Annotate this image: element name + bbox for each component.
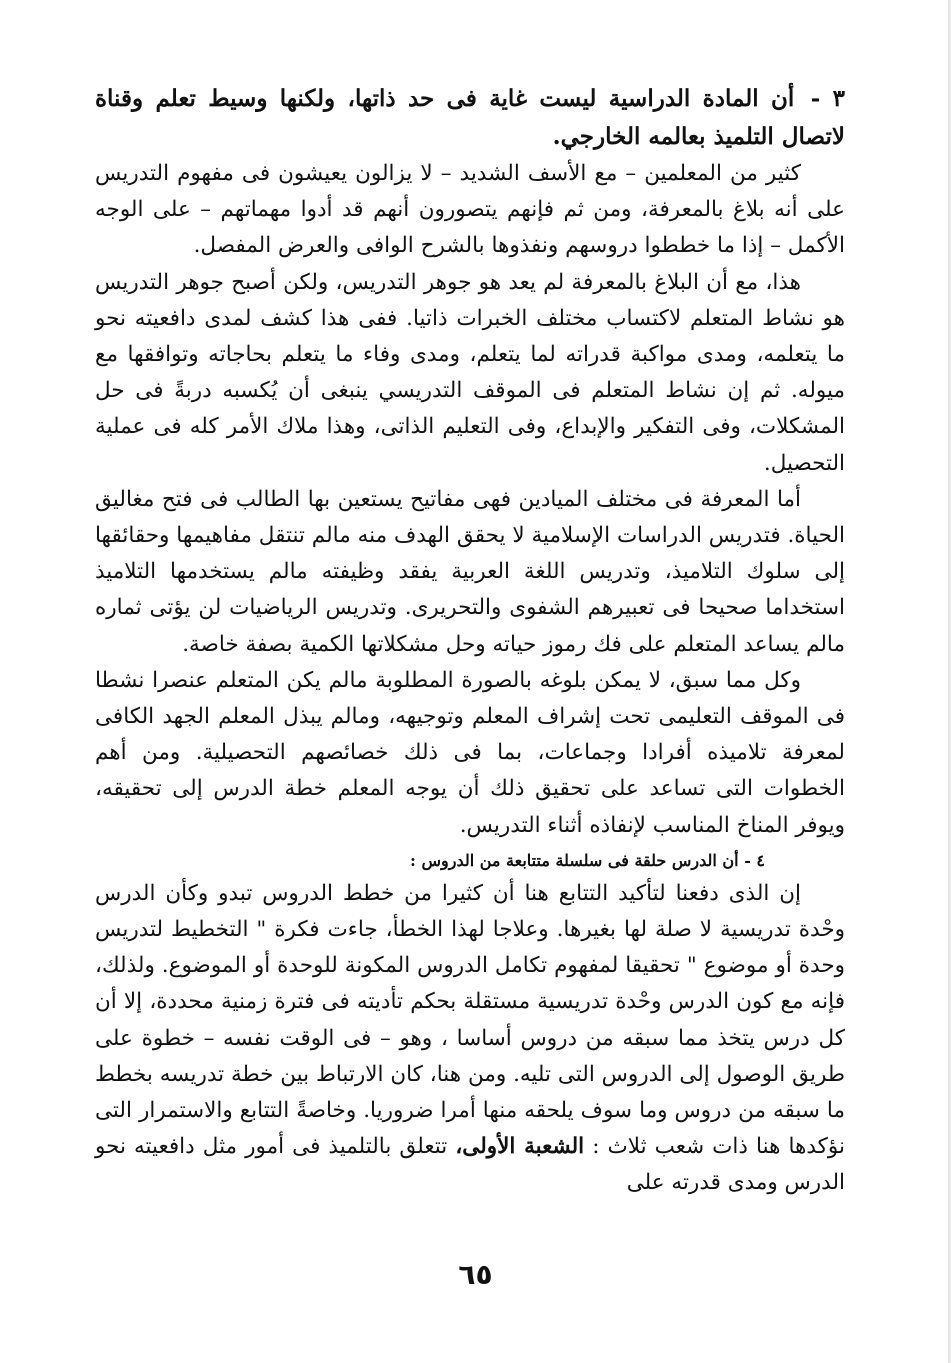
- section-3-paragraph-3: أما المعرفة فى مختلف الميادين فهى مفاتيح يستعين بها الطالب فى فتح مغاليق الحياة. فتدريس الدراسات الإسلامية لا يحقق الهدف منه مالم تنتقل مفاهيمها وحقائقها إلى سلوك التلاميذ، وتدريس اللغة العربية يفقد وظيفته مالم يستخدمها التلاميذ استخداما صحيحا فى تعبيرهم الشفوى والتحريرى. وتدريس الرياضيات لن يؤتى ثماره مالم يساعد المتعلم على فك رموز حياته وحل مشكلاتها الكمية بصفة خاصة.: [95, 486, 845, 657]
- section-4-paragraph-1-tail: تتعلق بالتلميذ فى أمور مثل دافعيته نحو الدرس ومدى قدرته على: [95, 1134, 845, 1196]
- section-3-paragraph-1: كثير من المعلمين – مع الأسف الشديد – لا يزالون يعيشون فى مفهوم التدريس على أنه بلاغ بالمعرفة، ومن ثم فإنهم يتصورون أنهم قد أدوا مهماتهم – على الوجه الأكمل – إذا ما خططوا دروسهم ونفذوها بالشرح الوافى والعرض المفصل.: [95, 161, 845, 259]
- section-3-paragraph-4: وكل مما سبق، لا يمكن بلوغه بالصورة المطلوبة مالم يكن المتعلم عنصرا نشطا فى الموقف التعليمى تحت إشراف المعلم وتوجيهه، ومالم يبذل المعلم الجهد الكافى لمعرفة تلاميذه أفرادا وجماعات، بما فى ذلك خصائصهم التحصيلية. ومن أهم الخطوات التى تساعد على تحقيق ذلك أن يوجه المعلم خطة الدرس إلى تحقيقه، ويوفر المناخ المناسب لإنفاذه أثناء التدريس.: [95, 667, 845, 838]
- section-4-heading: ٤ - أن الدرس حلقة فى سلسلة متتابعة من الدروس :: [409, 850, 765, 870]
- page-number: ٦٥: [458, 1258, 493, 1291]
- section-4-paragraph-1-text: إن الذى دفعنا لتأكيد التتابع هنا أن كثيرا من خطط الدروس تبدو وكأن الدرس وحْدة تدريسية لا صلة لها بغيرها. وعلاجا لهذا الخطأ، جاءت فكرة " التخطيط لتدريس وحدة أو موضوع " تحقيقا لمفهوم تكامل الدروس المكونة للوحدة أو الموضوع. ولذلك، فإنه مع كون الدرس وحْدة تدريسية مستقلة بحكم تأديته فى فترة زمنية محددة، إلا أن كل درس يتخذ مما سبقه من دروس أساسا ، وهو – فى الوقت نفسه – خطوة على طريق الوصول إلى الدروس التى تليه. ومن هنا، كان الارتباط بين خطة تدريسه بخطط ما سبقه من دروس وما سوف يلحقه منها أمرا ضروريا. وخاصةً التتابع والاستمرار التى نؤكدها هنا ذات شعب ثلاث :: [95, 880, 845, 1160]
- section-3-paragraph-2: هذا، مع أن البلاغ بالمعرفة لم يعد هو جوهر التدريس، ولكن أصبح جوهر التدريس هو نشاط المتعلم لاكتساب مختلف الخبرات ذاتيا. ففى هذا كشف لمدى دافعيته نحو ما يتعلمه، ومدى مواكبة قدراته لما يتعلم، ومدى وفاء ما يتعلم بحاجاته وتوافقها مع ميوله. ثم إن نشاط المتعلم فى الموقف التدريسي ينبغى أن يُكسبه دربةً فى حل المشكلات، وفى التفكير والإبداع، وفى التعليم الذاتى، وهذا ملاك الأمر كله فى عملية التحصيل.: [95, 269, 845, 476]
- document-page: [95, 80, 845, 1330]
- section-3-heading: [95, 80, 845, 156]
- section-4-paragraph-1: [95, 876, 845, 1202]
- section-4-bold-phrase: الشعبة الأولى،: [455, 1134, 585, 1160]
- section-3-heading-text: أن المادة الدراسية ليست غاية فى حد ذاتها، ولكنها وسيط تعلم وقناة لاتصال التلميذ بعالمه الخارجي.: [95, 85, 845, 150]
- section-3-number: ٣ -: [810, 85, 846, 112]
